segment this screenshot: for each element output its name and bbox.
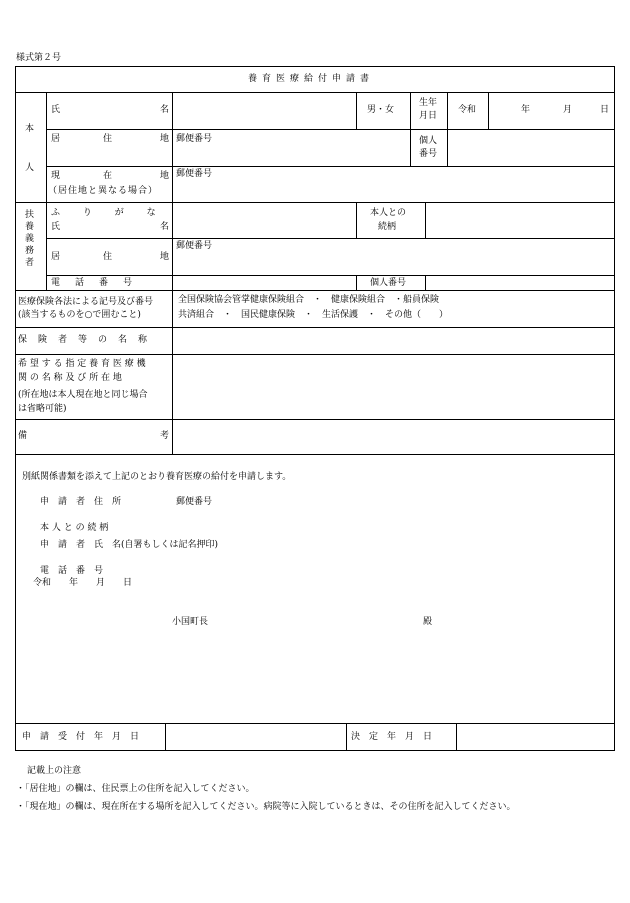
insurer-label: 保 険 者 等 の 名 称: [18, 335, 149, 345]
residence-postal: 郵便番号: [176, 134, 213, 144]
honorific: 殿: [423, 617, 433, 627]
insurance-options-2[interactable]: 共済組合 ・ 国民健康保険 ・ 生活保護 ・ その他（ ）: [178, 310, 449, 320]
guardian-label-3: 義: [25, 234, 35, 244]
declaration-text: 別紙関係書類を添えて上記のとおり養育医療の給付を申請します。: [22, 472, 292, 482]
guardian-postal: 郵便番号: [176, 241, 213, 251]
guardian-name-label: 氏: [51, 222, 61, 232]
birth-label-2: 月日: [419, 111, 438, 121]
received-date-label: 申 請 受 付 年 月 日: [22, 732, 140, 742]
guardian-label-4: 務: [25, 246, 35, 256]
hospital-label-2: 関 の 名 称 及 び 所 在 地: [18, 373, 122, 383]
remarks-label-end: 考: [160, 431, 170, 441]
applicant-name-label-end: 名: [160, 105, 170, 115]
current-label: 現: [51, 171, 61, 181]
guardian-label-2: 養: [25, 222, 35, 232]
guardian-residence-label: 居: [51, 252, 61, 262]
insurance-label-2: (該当するものを○で囲むこと): [18, 310, 141, 320]
guardian-label-1: 扶: [25, 210, 35, 220]
hospital-label-1: 希 望 す る 指 定 養 育 医 療 機: [18, 359, 146, 369]
residence-label: 居: [51, 134, 61, 144]
guardian-residence-label-mid: 住: [103, 252, 113, 262]
decision-date-label: 決 定 年 月 日: [351, 732, 433, 742]
relation-label-1: 本人との: [370, 208, 407, 218]
residence-label-mid: 住: [103, 134, 113, 144]
applicant-relation-label: 本 人 と の 続 柄: [40, 523, 109, 533]
birth-label-1: 生年: [419, 98, 438, 108]
hospital-label-3: (所在地は本人現在地と同じ場合: [18, 390, 148, 400]
guardian-label-5: 者: [25, 258, 35, 268]
guardian-phone-label: 電 話 番 号: [51, 278, 136, 288]
guardian-residence-label-end: 地: [160, 252, 170, 262]
individual-no-label-1: 個人: [419, 136, 438, 146]
applicant-address-label: 申 請 者 住 所: [40, 497, 122, 507]
year-label: 年: [521, 105, 531, 115]
hospital-label-4: は省略可能): [18, 404, 67, 414]
form-frame: [15, 66, 615, 751]
sex-options[interactable]: 男・女: [367, 105, 395, 115]
form-number: 様式第２号: [16, 53, 62, 63]
current-label-end: 地: [160, 171, 170, 181]
guardian-name-label-end: 名: [160, 222, 170, 232]
current-postal: 郵便番号: [176, 169, 213, 179]
current-label-mid: 在: [103, 171, 113, 181]
current-note: （居住地と異なる場合）: [48, 186, 159, 196]
applicant-name-label: 氏: [51, 105, 61, 115]
era-label: 令和: [458, 105, 477, 115]
remarks-label: 備: [18, 431, 28, 441]
note-item: ・「居住地」の欄は、住民票上の住所を記入してください。: [16, 784, 255, 794]
declaration-date: 令和 年 月 日: [33, 578, 133, 588]
applicant-phone-label: 電 話 番 号: [40, 566, 104, 576]
guardian-individual-no: 個人番号: [370, 278, 407, 288]
day-label: 日: [600, 105, 610, 115]
furigana-label: ふ り が な: [51, 208, 156, 218]
month-label: 月: [563, 105, 573, 115]
applicant-label-bottom: 人: [25, 163, 35, 173]
notes-heading: 記載上の注意: [27, 766, 82, 776]
applicant-label: 本: [25, 124, 35, 134]
form-title: 養育医療給付申請書: [248, 74, 375, 84]
applicant-address-postal: 郵便番号: [176, 497, 213, 507]
note-item: ・「現在地」の欄は、現在所在する場所を記入してください。病院等に入院しているときは、その住所を記入してください。: [16, 802, 516, 812]
insurance-label-1: 医療保険各法による記号及び番号: [18, 297, 154, 307]
residence-label-end: 地: [160, 134, 170, 144]
applicant-name-sign-label: 申 請 者 氏 名(自署もしくは記名押印): [40, 540, 219, 550]
individual-no-label-2: 番号: [419, 149, 438, 159]
addressee: 小国町長: [172, 617, 209, 627]
relation-label-2: 続柄: [378, 222, 397, 232]
insurance-options-1[interactable]: 全国保険協会管掌健康保険組合 ・ 健康保険組合 ・船員保険: [178, 295, 440, 305]
